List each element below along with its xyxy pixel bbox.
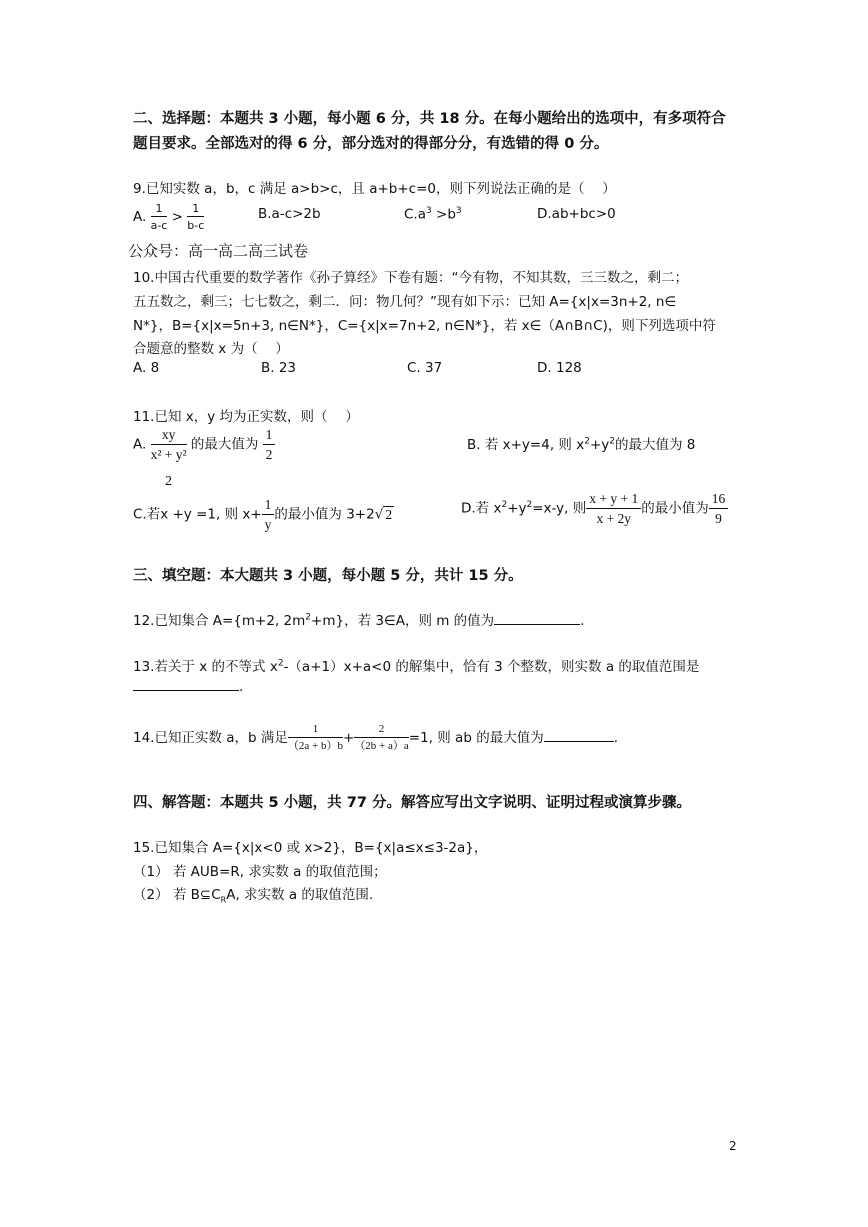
q15-part2-sub: R [220, 895, 227, 905]
q12-text [133, 609, 584, 629]
q10-line1: 10.中国古代重要的数学著作《孙子算经》下卷有题：“今有物，不知其数，三三数之，剩二； [133, 270, 688, 286]
q9-option-d: D.ab+bc>0 [537, 206, 616, 222]
q11-option-d-value-num: 16 [709, 492, 729, 509]
q9-option-c [404, 206, 462, 223]
q14-den2: （2b + a）a [354, 740, 409, 752]
q11-option-a-label: A. [133, 436, 147, 453]
q11-option-b-post: 的最大值为 8 [614, 437, 696, 453]
q11-option-d-post: 的最小值为 [641, 500, 709, 517]
q11-option-d-num: x + y + 1 [586, 492, 641, 509]
q14-frac1 [288, 724, 343, 752]
q9-option-a-den1: a-c [150, 219, 168, 232]
q9-stem: 9.已知实数 a，b，c 满足 a>b>c，且 a+b+c=0，则下列说法正确的是（ ） [133, 181, 616, 197]
section2-header-line2: 题目要求。全部选对的得 6 分，部分选对的得部分分，有选错的得 0 分。 [133, 136, 609, 152]
q10-line3: N*}，B={x|x=5n+3, n∈N*}，C={x|x=7n+2, n∈N*}，若 x∈（A∩B∩C)，则下列选项中符 [133, 318, 716, 334]
q11-option-d-den: x + 2y [596, 510, 632, 526]
q10-line4: 合题意的整数 x 为（ ） [133, 341, 289, 357]
q11-option-c-mid: x +y =1, 则 x+ [160, 506, 262, 523]
q9-option-a-num1: 1 [151, 203, 168, 217]
q11-option-d-mid: +y [507, 500, 527, 517]
q14-pre: 14.已知正实数 a，b 满足 [133, 730, 288, 746]
q9-option-a-gt: > [171, 209, 183, 225]
q11-option-d-mid2: =x-y, 则 [532, 500, 587, 517]
q10-option-b: B. 23 [261, 360, 297, 376]
q14-answer-blank[interactable] [544, 741, 614, 742]
q13-end: . [239, 679, 244, 695]
q13-answer-blank[interactable] [133, 690, 239, 691]
q11-option-d [461, 492, 728, 525]
q12-exp: 2 [305, 612, 312, 623]
watermark-text: 公众号：高一高二高三试卷 [128, 244, 309, 260]
q11-option-d-value [709, 492, 729, 525]
q13-text [133, 655, 699, 675]
q14-post: =1, 则 ab 的最大值为 [408, 730, 544, 746]
q9-option-c-mid: >b [431, 206, 456, 223]
page-number: 2 [729, 1139, 737, 1153]
q15-part2 [133, 883, 373, 905]
q10-option-a: A. 8 [133, 360, 160, 376]
q14-end: . [613, 730, 618, 746]
q15-part2-pre: （2） 若 B⊆C [133, 887, 221, 903]
q9-option-a-label: A. [133, 209, 147, 225]
q11-option-b-pre: B. 若 x+y=4, 则 x [467, 437, 585, 453]
q9-option-c-exp2: 3 [455, 206, 462, 216]
q11-option-b-exp1: 2 [584, 436, 590, 447]
q13-exp: 2 [277, 658, 284, 669]
q14-den1: （2a + b）b [287, 740, 343, 752]
q13-pre: 13.若关于 x 的不等式 x [133, 659, 278, 675]
q11-option-c-pre: C.若 [133, 506, 161, 523]
q10-line2: 五五数之，剩三；七七数之，剩二．问：物几何？”现有如下示：已知 A={x|x=3n+2, n∈ [133, 294, 677, 310]
q13-answer-line [133, 679, 243, 695]
q11-option-c-post: 的最小值为 3+2 [274, 506, 375, 523]
q14-num2: 2 [354, 724, 408, 738]
q11-option-c-root: 2 [385, 506, 393, 522]
q12-pre: 12.已知集合 A={m+2, 2m [133, 613, 306, 629]
q11-option-a-value [263, 428, 276, 461]
q11-option-c [133, 498, 394, 531]
q11-option-b-mid: +y [589, 437, 610, 453]
q10-option-d: D. 128 [537, 360, 582, 376]
q12-post: +m}，若 3∈A，则 m 的值为 [311, 613, 495, 629]
q9-option-a-num2: 1 [187, 203, 204, 217]
q14-plus: + [343, 730, 355, 746]
q11-option-c-top: 2 [165, 474, 172, 489]
q12-answer-blank[interactable] [494, 624, 580, 625]
section4-header: 四、解答题：本题共 5 小题，共 77 分。解答应写出文字说明、证明过程或演算步骤。 [133, 795, 691, 811]
q9-option-c-exp1: 3 [426, 206, 432, 216]
q11-option-a-text: 的最大值为 [190, 436, 259, 453]
q14-text [133, 724, 618, 752]
q14-num1: 1 [288, 724, 343, 738]
q11-option-a-frac [151, 428, 187, 461]
q11-option-c-num: 1 [262, 498, 275, 515]
q11-option-a [133, 428, 275, 461]
q11-option-b [467, 433, 695, 453]
section2-header-line1: 二、选择题：本题共 3 小题，每小题 6 分，共 18 分。在每小题给出的选项中，有多项符合 [133, 111, 726, 127]
q11-option-a-den: x² + y² [150, 446, 187, 462]
q9-option-a-frac2 [187, 203, 204, 231]
q9-option-a-frac1 [151, 203, 168, 231]
q11-option-d-value-den: 9 [715, 510, 722, 526]
q11-option-a-value-den: 2 [265, 446, 273, 462]
q11-option-a-value-num: 1 [263, 428, 276, 445]
q11-option-d-pre: D.若 x [461, 500, 502, 517]
q15-part1: （1） 若 AUB=R, 求实数 a 的取值范围； [133, 864, 387, 880]
q15-stem: 15.已知集合 A={x|x<0 或 x>2}，B={x|a≤x≤3-2a}， [133, 840, 488, 856]
q11-option-d-exp2: 2 [526, 500, 533, 510]
q15-part2-post: A, 求实数 a 的取值范围. [226, 887, 374, 903]
q14-frac2 [354, 724, 408, 752]
q11-option-a-num: xy [151, 428, 187, 445]
q11-option-b-exp2: 2 [609, 436, 615, 447]
q11-option-d-exp1: 2 [501, 500, 508, 510]
section3-header: 三、填空题：本大题共 3 小题，每小题 5 分，共计 15 分。 [133, 568, 523, 584]
q10-option-c: C. 37 [407, 360, 443, 376]
q11-option-c-frac [262, 498, 275, 531]
q9-option-a-den2: b-c [187, 219, 205, 232]
q11-option-d-frac [586, 492, 641, 525]
q12-end: . [580, 613, 585, 629]
q11-stem: 11.已知 x，y 均为正实数，则（ ） [133, 409, 359, 425]
sqrt-icon: √ [374, 506, 384, 523]
q13-post: -（a+1）x+a<0 的解集中，恰有 3 个整数，则实数 a 的取值范围是 [283, 659, 700, 675]
q11-option-c-den: y [264, 516, 272, 532]
q9-option-c-text: C.a [404, 206, 426, 223]
q9-option-b: B.a-c>2b [258, 206, 321, 222]
q9-option-a [133, 203, 204, 231]
